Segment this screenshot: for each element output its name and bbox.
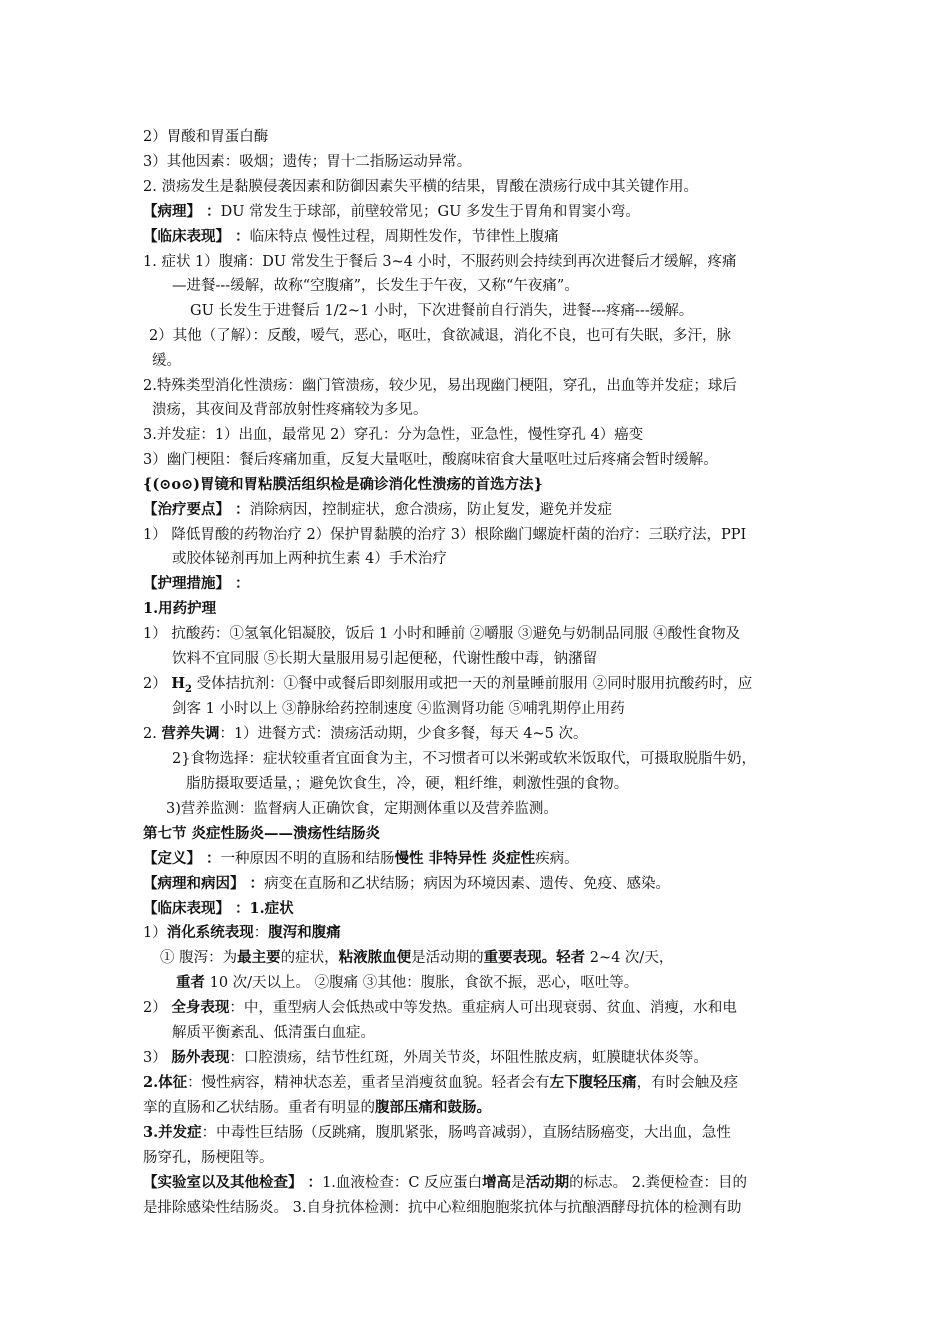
text-segment: 的标志。 2.粪便检查：目的 (569, 1175, 748, 1191)
text-segment: 或胶体铋剂再加上两种抗生素 4）手术治疗 (172, 551, 447, 567)
text-segment: 脂肪摄取要适量，；避免饮食生，冷，硬，粗纤维，刺激性强的食物。 (186, 776, 629, 792)
text-line (143, 177, 698, 197)
text-segment: 3）其他因素：吸烟；遗传；胃十二指肠运动异常。 (143, 154, 472, 170)
text-segment: 是活动期的 (411, 950, 484, 966)
text-segment: 疾病。 (535, 851, 579, 867)
bold-text: {(⊙o⊙)胃镜和胃粘膜活组织检是确诊消化性溃疡的首选方法} (143, 476, 543, 493)
text-segment: GU 长发生于进餐后 1/2~1 小时，下次进餐前自行消失，进餐---疼痛---缓解。 (190, 303, 694, 319)
bold-text: 营养失调 (161, 725, 220, 742)
bold-text: 【治疗要点】 ： (143, 501, 250, 518)
text-line (152, 351, 181, 371)
text-segment: 3.并发症：1）出血，最常见 2）穿孔：分为急性，亚急性，慢性穿孔 4）癌变 (143, 427, 644, 443)
text-line (143, 376, 737, 396)
text-segment: ：中，重型病人会低热或中等发热。重症病人可出现衰弱、贫血、消瘦，水和电 (229, 1000, 737, 1016)
text-segment: 饮料不宜同服 ⑤长期大量服用易引起便秘，代谢性酸中毒，钠潴留 (172, 651, 598, 667)
highlight-line (143, 475, 543, 495)
text-segment: 1） 抗酸药：①氢氧化铝凝胶，饭后 1 小时和睡前 ②嚼服 ③避免与奶制品同服 ④酸性食物及 (143, 626, 741, 642)
section-nursing (143, 574, 250, 594)
text-segment: 挛的直肠和乙状结肠。重者有明显的 (143, 1100, 375, 1116)
section-etiology (143, 874, 670, 894)
bold-text: 重要表现。轻者 (483, 949, 586, 966)
text-segment: 临床特点 慢性过程，周期性发作，节律性上腹痛 (249, 229, 559, 245)
text-segment: 2） (143, 676, 172, 692)
text-segment: 缓。 (152, 353, 181, 369)
text-segment: 剑客 1 小时以上 ③静脉给药控制速度 ④监测肾功能 ⑤哺乳期停止用药 (172, 701, 625, 717)
text-line (152, 400, 428, 420)
section-lab (143, 1173, 747, 1193)
text-segment: 1.血液检查：C 反应蛋白 (322, 1175, 483, 1191)
text-line (190, 301, 693, 321)
text-line (166, 799, 558, 819)
text-line (172, 699, 625, 719)
text-segment: DU 常发生于球部，前壁较常见；GU 多发生于胃角和胃窦小弯。 (220, 204, 640, 220)
text-segment: 2. 溃疡发生是黏膜侵袭因素和防御因素失平横的结果，胃酸在溃疡行成中其关键作用。 (143, 179, 698, 195)
text-line (143, 450, 718, 470)
text-line (172, 549, 447, 569)
text-line (143, 252, 737, 272)
bold-text: 最主要 (237, 949, 281, 966)
bold-text: 2 (185, 683, 193, 695)
bold-text: 【临床表现】 ： (143, 228, 250, 245)
text-segment: 肠穿孔，肠梗阻等。 (143, 1150, 274, 1166)
bold-text: 【实验室以及其他检查】 ： (143, 1174, 323, 1191)
text-line (143, 1073, 738, 1093)
text-line (143, 1098, 491, 1118)
bold-text: 增高 (482, 1174, 512, 1191)
text-segment: ：1）进餐方式：溃疡活动期，少食多餐，每天 4~5 次。 (219, 726, 588, 742)
text-segment: 2}食物选择：症状较重者宜面食为主，不习惯者可以米粥或软米饭取代，可摄取脱脂牛奶， (172, 751, 756, 767)
text-segment: 的症状， (280, 950, 339, 966)
bold-text: 3.并发症 (143, 1124, 202, 1141)
text-line (143, 998, 737, 1018)
text-segment: 2） (143, 1000, 172, 1016)
bold-text: 左下腹轻压痛 (549, 1074, 637, 1091)
bold-text: 2.体征 (143, 1074, 188, 1091)
text-segment: 2~4 次/天， (585, 950, 674, 966)
text-line (160, 948, 673, 968)
bold-text: 慢性 非特异性 炎症性 (394, 850, 536, 867)
bold-text: 【临床表现】 ：1.症状 (143, 900, 294, 917)
text-line (143, 127, 268, 147)
bold-text: 肠外表现 (171, 1049, 230, 1066)
text-segment: 是 (511, 1175, 526, 1191)
text-segment: —进餐---缓解，故称“空腹痛”，长发生于午夜，又称“午夜痛”。 (172, 278, 579, 294)
section-pathology (143, 202, 640, 222)
text-segment: 2）胃酸和胃蛋白酶 (143, 129, 269, 145)
text-segment: ，有时会触及痉 (636, 1075, 739, 1091)
text-line (143, 425, 643, 445)
text-segment: 1） 降低胃酸的药物治疗 2）保护胃黏膜的治疗 3）根除幽门螺旋杆菌的治疗：三联疗法，PPI (143, 527, 747, 543)
text-line (172, 1023, 375, 1043)
bold-text: H (171, 675, 186, 692)
text-segment: 3)营养监测：监督病人正确饮食，定期测体重以及营养监测。 (166, 801, 558, 817)
bold-text: 腹泻和腹痛 (268, 924, 341, 941)
bold-text: 【护理措施】 ： (143, 575, 250, 592)
text-line (172, 276, 579, 296)
bold-text: 活动期 (525, 1174, 570, 1191)
text-segment: 消除病因，控制症状，愈合溃疡，防止复发，避免并发症 (249, 502, 613, 518)
text-segment: 2）其他（了解）：反酸，嗳气，恶心，呕吐，食欲减退，消化不良，也可有失眠，多汗，脉 (149, 328, 731, 344)
text-line (143, 724, 588, 744)
section-definition (143, 849, 579, 869)
text-line (143, 1148, 274, 1168)
text-line (143, 923, 341, 943)
text-segment: ：中毒性巨结肠（反跳痛，腹肌紧张，肠鸣音减弱），直肠结肠癌变，大出血，急性 (201, 1125, 731, 1141)
text-segment: 3） (143, 1050, 172, 1066)
bold-text: 第七节 炎症性肠炎——溃疡性结肠炎 (143, 825, 381, 842)
text-segment: 3）幽门梗阻：餐后疼痛加重，反复大量呕吐，酸腐味宿食大量呕吐过后疼痛会暂时缓解。 (143, 452, 718, 468)
text-line (176, 973, 638, 993)
bold-text: 重者 (176, 974, 205, 991)
section-title (143, 824, 380, 844)
bold-text: 【病理】 ： (143, 203, 221, 220)
section-treatment (143, 500, 612, 520)
bold-text: 腹部压痛和鼓肠。 (375, 1099, 491, 1116)
bold-text: 【病理和病因】 ： (143, 875, 265, 892)
text-segment: ： (253, 925, 269, 941)
text-segment: 受体拮抗剂：①餐中或餐后即刻服用或把一天的剂量睡前服用 ②同时服用抗酸药时，应 (192, 676, 753, 692)
text-segment: 1） (143, 925, 167, 941)
text-line (143, 1198, 741, 1218)
text-segment: ：慢性病容，精神状态差，重者呈消瘦贫血貌。轻者会有 (187, 1075, 550, 1091)
text-segment: 解质平衡紊乱、低清蛋白血症。 (172, 1025, 375, 1041)
bold-text: 消化系统表现 (166, 924, 254, 941)
text-segment: 10 次/天以上。 ②腹痛 ③其他：腹胀，食欲不振，恶心，呕吐等。 (205, 975, 639, 991)
text-segment: 一种原因不明的直肠和结肠 (220, 851, 395, 867)
bold-text: 全身表现 (171, 999, 230, 1016)
text-segment: 病变在直肠和乙状结肠；病因为环境因素、遗传、免疫、感染。 (264, 876, 671, 892)
text-segment: ① 腹泻：为 (160, 950, 238, 966)
text-segment: 2. (143, 726, 162, 742)
text-line (143, 152, 471, 172)
bold-text: 【定义】 ： (143, 850, 221, 867)
text-line (143, 624, 740, 644)
text-line (143, 1048, 708, 1068)
text-segment: 是排除感染性结肠炎。 3.自身抗体检测：抗中心粒细胞胞浆抗体与抗酿酒酵母抗体的检测有助 (143, 1200, 742, 1216)
text-line (172, 749, 756, 769)
bold-text: 1.用药护理 (143, 600, 217, 617)
bold-text: 粘液脓血便 (338, 949, 412, 966)
subheading (143, 599, 216, 619)
text-line (143, 525, 746, 545)
text-line (143, 674, 752, 700)
text-segment: ：口腔溃疡，结节性红斑，外周关节炎，坏阻性脓皮病，虹膜睫状体炎等。 (229, 1050, 708, 1066)
text-line (143, 1123, 731, 1143)
text-line (149, 326, 731, 346)
section-clinical-2 (143, 899, 294, 919)
text-segment: 溃疡，其夜间及背部放射性疼痛较为多见。 (152, 402, 428, 418)
text-line (172, 649, 597, 669)
text-line (186, 774, 628, 794)
text-segment: 2.特殊类型消化性溃疡：幽门管溃疡，较少见，易出现幽门梗阻，穿孔，出血等并发症；球后 (143, 378, 737, 394)
section-clinical (143, 227, 559, 247)
text-segment: 1. 症状 1）腹痛：DU 常发生于餐后 3~4 小时，不服药则会持续到再次进餐后才缓解，疼痛 (143, 254, 737, 270)
